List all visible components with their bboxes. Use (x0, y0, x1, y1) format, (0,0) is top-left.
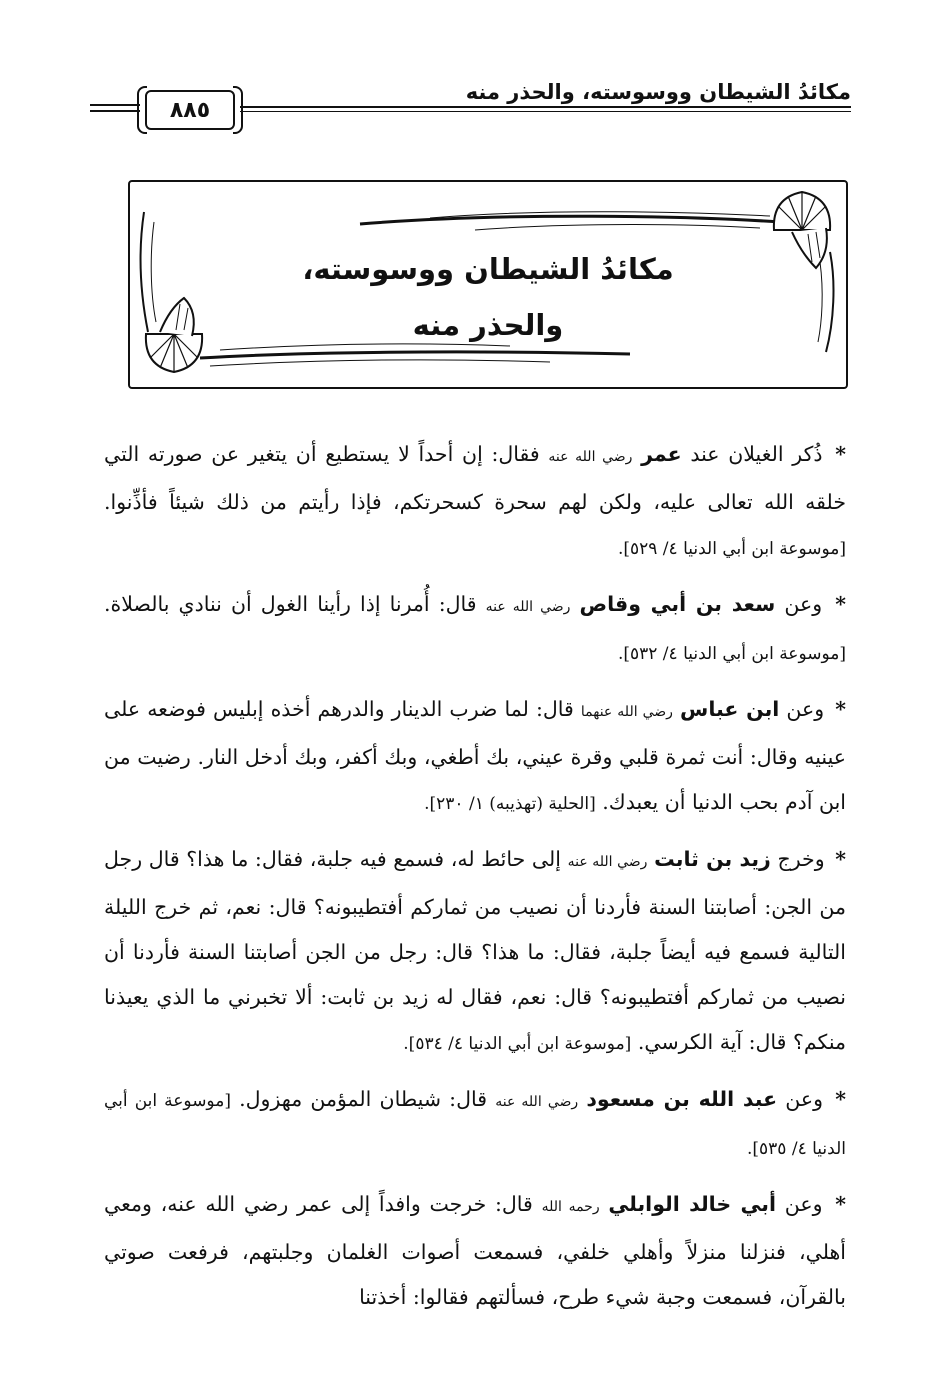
source-reference: [موسوعة ابن أبي الدنيا ٤/ ٥٣٢]. (617, 644, 846, 664)
chapter-title-line-2: والحذر منه (412, 308, 564, 342)
bullet-star: * (835, 442, 846, 466)
narrator-name: زيد بن ثابت (654, 847, 771, 871)
text: قال: لما ضرب الدينار والدرهم أخذه إبليس فوضعه على عينيه وقال: أنت ثمرة قلبي وقرة عيني، بك أطغي، وبك أكفر، وبك أدخل النار. رضيت من ابن آدم بحب الدنيا أن يعبدك. (104, 697, 846, 814)
chapter-title-frame (128, 180, 848, 389)
paragraph (104, 837, 846, 1067)
honorific: رحمه الله (541, 1199, 600, 1215)
bullet-star: * (835, 1192, 846, 1216)
text: وعن (784, 592, 823, 616)
header-rule (240, 106, 851, 112)
narrator-name: عمر (641, 442, 682, 466)
bullet-star: * (835, 592, 846, 616)
body-text (104, 432, 846, 1330)
text: وعن (786, 697, 825, 721)
bullet-star: * (835, 697, 846, 721)
text: قال: شيطان المؤمن مهزول. (239, 1087, 488, 1111)
source-reference: [موسوعة ابن أبي الدنيا ٤/ ٥٢٩]. (617, 539, 846, 559)
text: وعن (785, 1087, 824, 1111)
paragraph (104, 1077, 846, 1172)
source-reference: [موسوعة ابن أبي الدنيا ٤/ ٥٣٤]. (403, 1034, 632, 1054)
text: إلى حائط له، فسمع فيه جلبة، فقال: ما هذا؟ قال رجل من الجن: أصابتنا السنة فأردنا أن نصيب من ثماركم أفتطيبونه؟ قال: نعم، ثم خرج الليلة التالية فسمع فيه أيضاً جلبة، فقال: ما هذا؟ قال: رجل من الجن أصابتنا السنة فأردنا أن نصيب من ثماركم أفتطيبونه؟ قال: نعم، فقال له زيد بن ثابت: ألا تخبرني ما الذي يعيذنا منكم؟ قال: آية الكرسي. (104, 847, 846, 1054)
narrator-name: عبد الله بن مسعود (586, 1087, 778, 1111)
page-number: ٨٨٥ (145, 90, 235, 130)
text: قال: أُمرنا إذا رأينا الغول أن ننادي بالصلاة. (104, 592, 477, 616)
text: وخرج (777, 847, 825, 871)
source-reference: [الحلية (تهذيبه) ١/ ٢٣٠]. (424, 794, 596, 814)
narrator-name: أبي خالد الوابلي (608, 1192, 776, 1216)
honorific: رضي الله عنه (495, 1094, 579, 1110)
text: وعن (784, 1192, 823, 1216)
text: ذُكر الغيلان عند (690, 442, 823, 466)
chapter-title-line-1: مكائدُ الشيطان ووسوسته، (302, 252, 674, 286)
narrator-name: ابن عباس (680, 697, 780, 721)
honorific: رضي الله عنه (548, 449, 633, 465)
source-reference: [موسوعة ابن أبي الدنيا ٤/ ٥٣٥]. (104, 1091, 846, 1159)
paragraph (104, 687, 846, 827)
paragraph (104, 432, 846, 572)
bullet-star: * (835, 847, 846, 871)
text: فقال: إن أحداً لا يستطيع أن يتغير عن صورته التي خلقه الله تعالى عليه، ولكن لهم سحرة كسحرتكم، فإذا رأيتم من ذلك شيئاً فأذِّنوا. (104, 442, 846, 514)
running-title: مكائدُ الشيطان ووسوسته، والحذر منه (465, 80, 851, 104)
narrator-name: سعد بن أبي وقاص (579, 592, 776, 616)
paragraph (104, 1182, 846, 1320)
honorific: رضي الله عنه (485, 599, 571, 615)
page-number-ornament-lines (90, 104, 140, 112)
paragraph (104, 582, 846, 677)
honorific: رضي الله عنه (567, 854, 648, 870)
bullet-star: * (835, 1087, 846, 1111)
honorific: رضي الله عنهما (580, 704, 673, 720)
text: قال: خرجت وافداً إلى عمر رضي الله عنه، ومعي أهلي، فنزلنا منزلاً وأهلي خلفي، فسمعت أصوات الغلمان وجلبتهم، فرفعت صوتي بالقرآن، فسمعت وجبة شيء طرح، فسألتهم فقالوا: أخذتنا (104, 1192, 846, 1309)
